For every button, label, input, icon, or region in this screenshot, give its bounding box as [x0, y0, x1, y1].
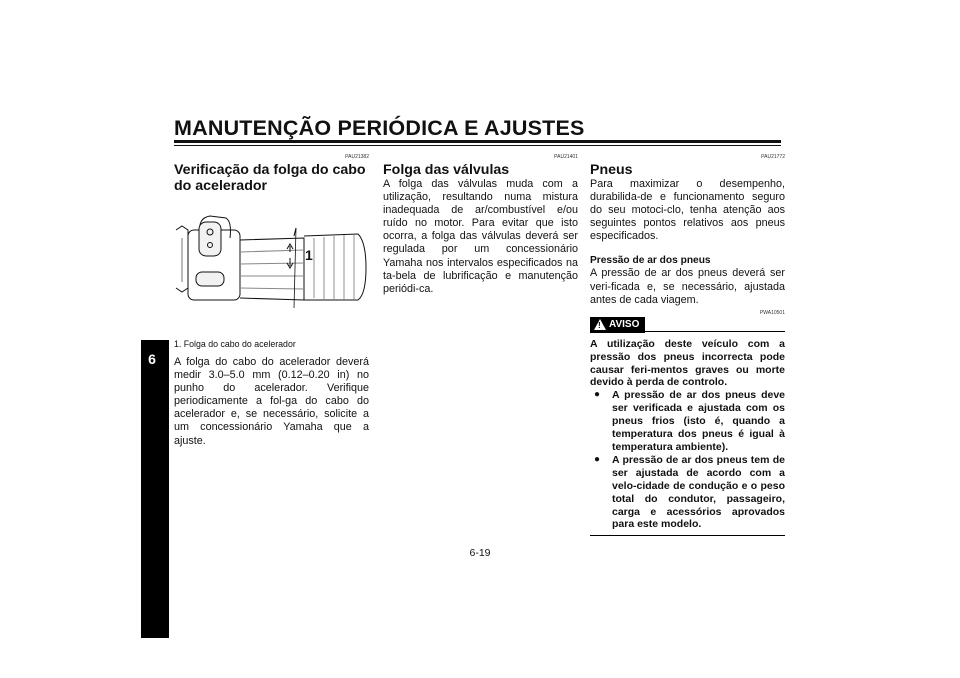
warning-bullet — [590, 454, 785, 531]
section-heading: Folga das válvulas — [383, 162, 510, 178]
column-valves — [383, 154, 578, 296]
header-rule-thick — [174, 140, 781, 143]
section-body: A folga do cabo do acelerador deverá medir 3.0–5.0 mm (0.12–0.20 in) no punho do acelerador. Verifique periodicamente a fol-ga do cabo do acelerador e, se necessário, solicite a um concessionário Yamaha que a ajuste. — [174, 356, 369, 447]
figure-caption: 1. Folga do cabo do acelerador — [174, 339, 296, 349]
warning-triangle-icon: ! — [594, 319, 606, 330]
warning-badge — [590, 317, 645, 333]
warning-text: A utilização deste veículo com a pressão dos pneus incorrecta pode causar feri-mentos graves ou morte devido à perda de controlo. — [590, 337, 785, 389]
warning-end-rule — [590, 535, 785, 536]
bullet-icon: ● — [594, 389, 601, 401]
subsection-body: A pressão de ar dos pneus deverá ser veri-ficada e, se necessário, ajustada antes de cada viagem. — [590, 267, 785, 306]
page-title: MANUTENÇÃO PERIÓDICA E AJUSTES — [174, 116, 585, 140]
page-number: 6-19 — [469, 547, 491, 559]
warning-label: AVISO — [609, 319, 640, 331]
column-throttle — [174, 154, 369, 448]
section-code: PAU21401 — [554, 154, 578, 160]
chapter-tab — [141, 340, 169, 638]
warning-header — [590, 317, 785, 333]
section-heading: Verificação da folga do cabo do acelerador — [174, 162, 366, 194]
throttle-grip-illustration — [174, 208, 369, 318]
warning-rule — [645, 331, 785, 332]
section-body: A folga das válvulas muda com a utilização, resultando numa mistura inadequada de ar/combustível e/ou ruído no motor. Para evitar que isto ocorra, a folga das válvulas deverá ser regulada por um concessionário Yamaha nos intervalos especificados na ta-bela de lubrificação e manutenção periódi-ca. — [383, 178, 578, 295]
subsection-heading: Pressão de ar dos pneus — [590, 255, 711, 267]
warning-bullet-text: A pressão de ar dos pneus deve ser verificada e ajustada com os pneus frios (isto é, quando a temperatura dos pneus é igual à temperatura ambiente). — [612, 389, 785, 453]
section-code: PAU21382 — [345, 154, 369, 160]
callout-number: 1 — [305, 247, 313, 263]
column-tires — [590, 154, 785, 536]
section-intro: Para maximizar o desempenho, durabilida-de e funcionamento seguro do seu motoci-clo, tenha atenção aos seguintes pontos relativos aos pneus especificados. — [590, 178, 785, 243]
warning-code: PWA10501 — [759, 309, 785, 316]
chapter-tab-number: 6 — [148, 351, 156, 367]
section-heading: Pneus — [590, 162, 633, 178]
warning-bullet — [590, 389, 785, 454]
header-rule-thin — [174, 145, 781, 146]
section-code: PAU21772 — [761, 154, 785, 160]
bullet-icon: ● — [594, 453, 601, 465]
warning-bullet-text: A pressão de ar dos pneus tem de ser ajustada de acordo com a velo-cidade de condução e o peso total do condutor, passageiro, carga e acessórios aprovados para este modelo. — [612, 453, 785, 531]
